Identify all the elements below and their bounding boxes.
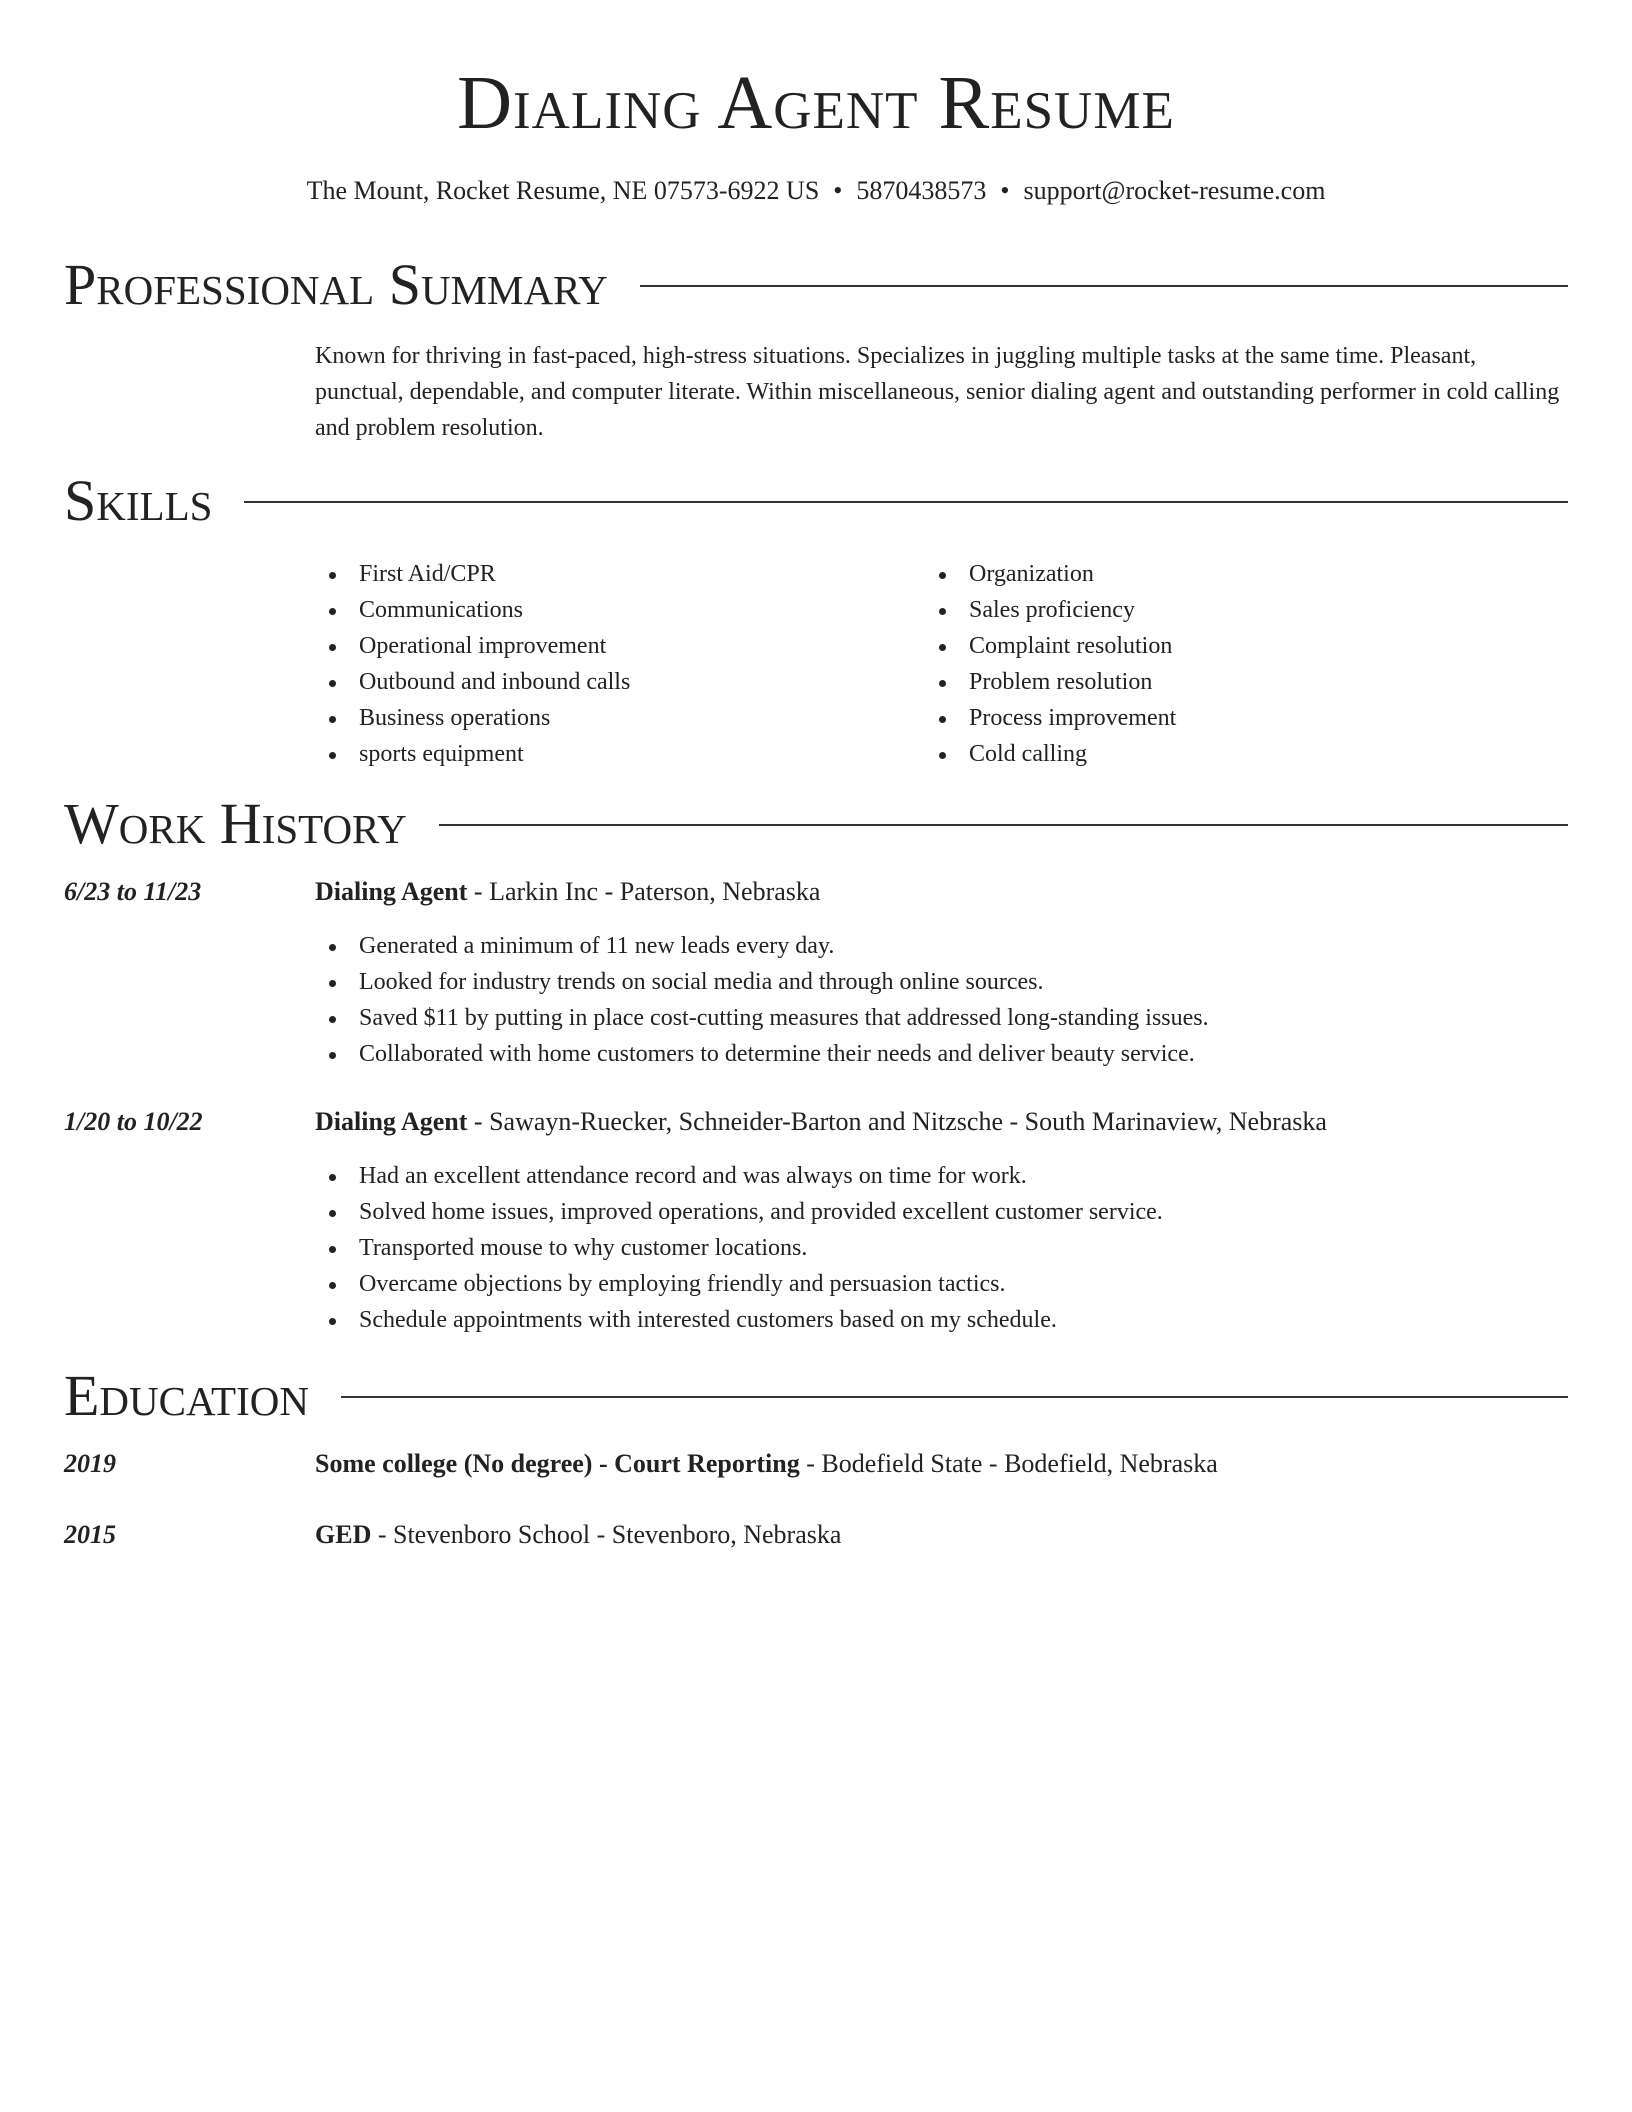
education-entry	[315, 1446, 1568, 1482]
education-details: - Bodefield State - Bodefield, Nebraska	[799, 1449, 1218, 1478]
work-bullet: Overcame objections by employing friendly and persuasion tactics.	[315, 1266, 1568, 1302]
skill-item: Business operations	[315, 700, 630, 736]
skills-column-left	[315, 556, 630, 772]
section-title-education: Education	[64, 1363, 309, 1428]
work-dates: 1/20 to 10/22	[64, 1107, 203, 1136]
summary-text: Known for thriving in fast-paced, high-stress situations. Specializes in juggling multiple tasks at the same time. Pleasant, punctual, dependable, and computer literate. Within miscellaneous, senior dialing agent and outstanding performer in cold calling and problem resolution.	[315, 343, 1560, 441]
section-divider	[439, 824, 1568, 826]
job-details: - Larkin Inc - Paterson, Nebraska	[467, 877, 821, 906]
contact-address: The Mount, Rocket Resume, NE 07573-6922 US	[306, 176, 820, 205]
skill-item: Problem resolution	[925, 664, 1176, 700]
work-bullet: Schedule appointments with interested customers based on my schedule.	[315, 1302, 1568, 1338]
contact-line	[0, 174, 1632, 208]
work-dates: 6/23 to 11/23	[64, 877, 202, 906]
skill-item: sports equipment	[315, 736, 630, 772]
section-title-skills: Skills	[64, 468, 213, 533]
section-title-work: Work History	[64, 791, 407, 856]
education-degree: GED	[315, 1520, 372, 1549]
work-bullet: Solved home issues, improved operations, and provided excellent customer service.	[315, 1194, 1568, 1230]
education-degree: Some college (No degree) - Court Reporting	[315, 1449, 800, 1478]
separator-dot: •	[1000, 176, 1010, 205]
section-divider	[244, 501, 1568, 503]
education-section-header	[64, 1361, 1568, 1431]
summary-section-header	[64, 250, 1568, 320]
section-divider	[341, 1396, 1568, 1398]
skill-item: Sales proficiency	[925, 592, 1176, 628]
work-bullets	[315, 928, 1568, 1072]
skills-column-right	[925, 556, 1176, 772]
work-entry-heading	[315, 874, 1568, 910]
work-section-header	[64, 789, 1568, 859]
skill-item: Outbound and inbound calls	[315, 664, 630, 700]
job-title: Dialing Agent	[315, 877, 468, 906]
skill-item: First Aid/CPR	[315, 556, 630, 592]
skill-item: Process improvement	[925, 700, 1176, 736]
skills-section-header	[64, 466, 1568, 536]
section-divider	[640, 285, 1568, 287]
education-entry	[315, 1517, 1568, 1553]
work-bullet: Had an excellent attendance record and was always on time for work.	[315, 1158, 1568, 1194]
job-title: Dialing Agent	[315, 1107, 468, 1136]
contact-phone: 5870438573	[856, 176, 987, 205]
work-bullet: Transported mouse to why customer locations.	[315, 1230, 1568, 1266]
skill-item: Complaint resolution	[925, 628, 1176, 664]
work-bullet: Generated a minimum of 11 new leads every day.	[315, 928, 1568, 964]
skill-item: Operational improvement	[315, 628, 630, 664]
section-title-summary: Professional Summary	[64, 252, 608, 317]
contact-email: support@rocket-resume.com	[1023, 176, 1326, 205]
job-details: - Sawayn-Ruecker, Schneider-Barton and Nitzsche - South Marinaview, Nebraska	[467, 1107, 1327, 1136]
skill-item: Communications	[315, 592, 630, 628]
skill-item: Organization	[925, 556, 1176, 592]
education-details: - Stevenboro School - Stevenboro, Nebraska	[371, 1520, 842, 1549]
work-bullet: Saved $11 by putting in place cost-cutting measures that addressed long-standing issues.	[315, 1000, 1568, 1036]
work-entry-heading	[315, 1104, 1568, 1140]
work-bullet: Collaborated with home customers to determine their needs and deliver beauty service.	[315, 1036, 1568, 1072]
skill-item: Cold calling	[925, 736, 1176, 772]
education-year: 2015	[64, 1520, 116, 1549]
work-bullets	[315, 1158, 1568, 1338]
work-bullet: Looked for industry trends on social media and through online sources.	[315, 964, 1568, 1000]
resume-title: Dialing Agent Resume	[457, 61, 1175, 145]
education-year: 2019	[64, 1449, 116, 1478]
separator-dot: •	[833, 176, 843, 205]
